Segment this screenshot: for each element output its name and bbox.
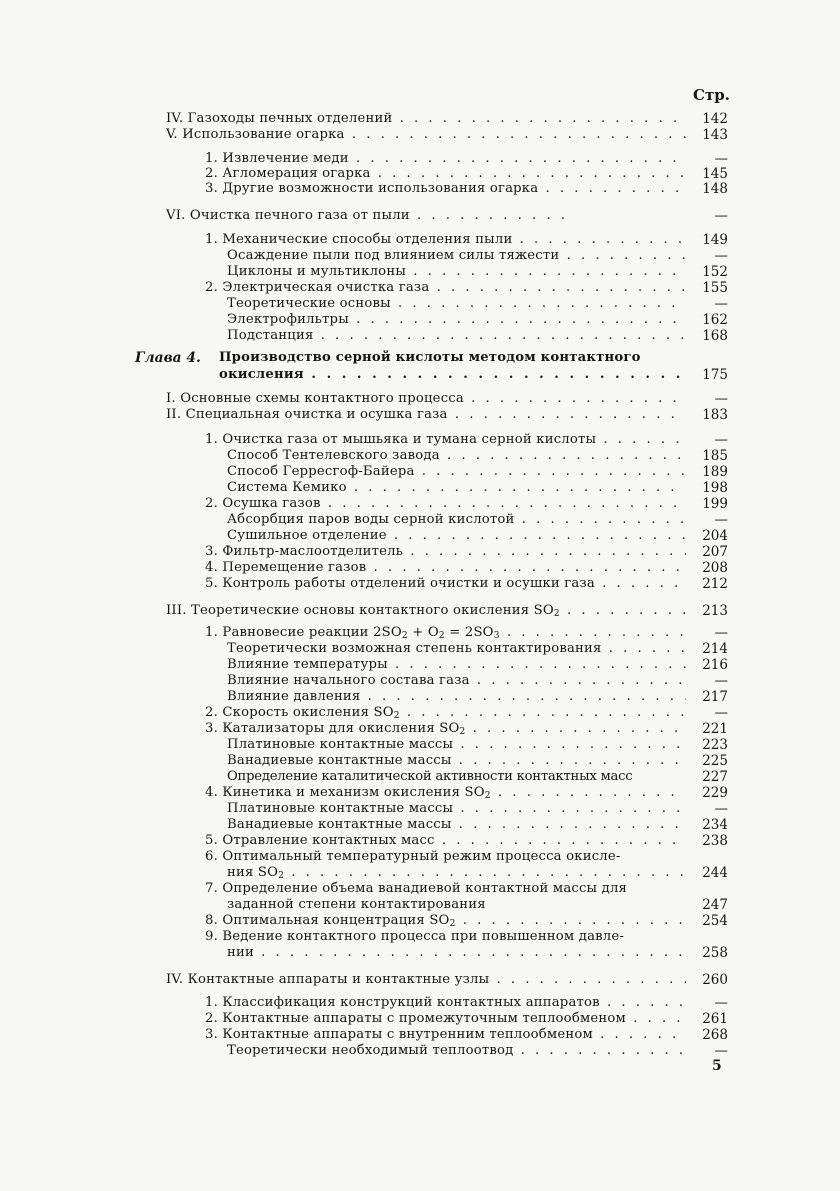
subscript: 2: [278, 871, 285, 881]
toc-page-number: 155: [702, 280, 728, 296]
toc-row: [0, 971, 840, 989]
toc-page-number: 143: [702, 127, 728, 143]
toc-entry-text: 4. Кинетика и механизм окисления SO: [205, 785, 485, 800]
page-number: 5: [712, 1058, 722, 1074]
toc-entry-text: Ванадиевые контактные массы . . .: [227, 816, 686, 834]
toc-page-number: 223: [702, 737, 728, 753]
toc-page-number: 213: [702, 603, 728, 619]
toc-page-number: 198: [702, 480, 728, 496]
toc-page-number: 204: [702, 528, 728, 544]
toc-page-number: 260: [702, 972, 728, 988]
toc-row: [0, 366, 840, 384]
toc-entry-text: Теоретически возможная степень контактирования . . .: [227, 640, 686, 658]
toc-row: [0, 180, 840, 198]
subscript: 3: [493, 631, 500, 641]
toc-page-number: 199: [702, 496, 728, 512]
toc-entry-text: Циклоны и мультиклоны . . .: [227, 263, 686, 281]
toc-page-number: —: [714, 432, 728, 448]
toc-page-number: 216: [702, 657, 728, 673]
toc-entry-text: 6. Оптимальный температурный режим процесса окисле-: [205, 849, 621, 864]
reaction-part: + O: [407, 625, 439, 640]
toc-entry-text: VI. Очистка печного газа от пыли . . .: [166, 207, 566, 225]
toc-entry-text: Теоретические основы . . .: [227, 295, 686, 313]
toc-entry-text: Влияние давления . . .: [227, 688, 686, 706]
toc-row: [0, 602, 840, 620]
toc-entry-text: Способ Герресгоф-Байера . . .: [227, 463, 686, 481]
toc-entry-text: 2. Электрическая очистка газа . . .: [205, 279, 686, 297]
toc-entry-text: 2. Скорость окисления SO: [205, 705, 394, 720]
toc-entry-text: Влияние температуры . . .: [227, 656, 686, 674]
toc-page-number: —: [714, 801, 728, 817]
toc-entry-text: 4. Перемещение газов . . .: [205, 559, 686, 577]
toc-entry-text: окисления . . .: [219, 366, 686, 384]
toc-page-number: 214: [702, 641, 728, 657]
toc-page-number: —: [714, 248, 728, 264]
toc-entry-text: Ванадиевые контактные массы . . .: [227, 752, 686, 770]
toc-page-number: 207: [702, 544, 728, 560]
toc-page-number: 229: [702, 785, 728, 801]
toc-row: [0, 406, 840, 424]
chapter-heading: [0, 349, 840, 367]
toc-page-number: —: [714, 995, 728, 1011]
toc-page-number: 183: [702, 407, 728, 423]
toc-page-number: —: [714, 208, 728, 224]
toc-row: [0, 327, 840, 345]
toc-entry-text: Влияние начального состава газа . . .: [227, 672, 686, 690]
toc-entry-text: Способ Тентелевского завода . . .: [227, 447, 686, 465]
toc-entry-text: IV. Контактные аппараты и контактные узлы . . .: [166, 971, 686, 989]
toc-page-number: 234: [702, 817, 728, 833]
toc-page-number: 189: [702, 464, 728, 480]
toc-page-number: —: [714, 673, 728, 689]
toc-entry-text: III. Теоретические основы контактного окисления SO: [166, 603, 554, 618]
toc-entry-text: II. Специальная очистка и осушка газа . . .: [166, 406, 686, 424]
toc-page-number: —: [714, 705, 728, 721]
toc-page-number: 208: [702, 560, 728, 576]
toc-entry-text: Электрофильтры . . .: [227, 311, 686, 329]
toc-page-number: 217: [702, 689, 728, 705]
subscript: 2: [459, 727, 466, 737]
toc-entry-text: 2. Контактные аппараты с промежуточным теплообменом . . .: [205, 1010, 686, 1028]
toc-page-number: 212: [702, 576, 728, 592]
reaction-part: = 2SO: [444, 625, 494, 640]
toc-page-number: 162: [702, 312, 728, 328]
toc-row: [0, 575, 840, 593]
toc-entry-text: 7. Определение объема ванадиевой контактной массы для: [205, 881, 628, 896]
chapter-label: Глава 4.: [135, 350, 201, 366]
toc-entry-text: 5. Отравление контактных масс . . .: [205, 832, 686, 850]
toc-entry-text: Теоретически необходимый теплоотвод . . .: [227, 1042, 686, 1060]
toc-entry-text: Платиновые контактные массы . . .: [227, 800, 686, 818]
toc-page-number: 149: [702, 232, 728, 248]
toc-entry-text: Производство серной кислоты методом контактного: [219, 350, 641, 365]
toc-entry-text: Сушильное отделение . . .: [227, 527, 686, 545]
toc-entry-text: Платиновые контактные массы . . .: [227, 736, 686, 754]
toc-entry-text: 3. Катализаторы для окисления SO: [205, 721, 460, 736]
subscript: 2: [401, 631, 408, 641]
toc-entry-text: 2. Осушка газов . . .: [205, 495, 686, 513]
toc-entry-text: Абсорбция паров воды серной кислотой . . .: [227, 511, 686, 529]
subscript: 2: [449, 919, 456, 929]
toc-entry-text: 1. Извлечение меди . . .: [205, 150, 686, 168]
toc-page-number: 244: [702, 865, 728, 881]
toc-row: [0, 944, 840, 962]
subscript: 2: [393, 711, 400, 721]
toc-page-number: 185: [702, 448, 728, 464]
toc-entry-text: Подстанция . . .: [227, 327, 686, 345]
toc-page-number: 152: [702, 264, 728, 280]
toc-page-number: —: [714, 625, 728, 641]
toc-page-number: 225: [702, 753, 728, 769]
toc-entry-text: I. Основные схемы контактного процесса . . .: [166, 390, 686, 408]
toc-page-number: 175: [702, 367, 728, 383]
toc-page-number: 148: [702, 181, 728, 197]
subscript: 2: [553, 609, 560, 619]
toc-entry-text: 1. Классификация конструкций контактных аппаратов . . .: [205, 994, 686, 1012]
toc-entry-text: 1. Механические способы отделения пыли . . .: [205, 231, 686, 249]
toc-entry-text: 9. Ведение контактного процесса при повышенном давле-: [205, 929, 625, 944]
toc-page-number: —: [714, 1043, 728, 1059]
toc-entry-text: 3. Контактные аппараты с внутренним теплообменом . . .: [205, 1026, 686, 1044]
page-column-header: Стр.: [693, 86, 730, 104]
toc-entry-text: Система Кемико . . .: [227, 479, 686, 497]
toc-page-number: 247: [702, 897, 728, 913]
toc-page-number: 168: [702, 328, 728, 344]
toc-page-number: 221: [702, 721, 728, 737]
toc-page-number: 261: [702, 1011, 728, 1027]
toc-page-number: 258: [702, 945, 728, 961]
toc-entry-text: Определение каталитической активности контактных масс: [227, 769, 633, 784]
toc-entry-text: 3. Фильтр-маслоотделитель . . .: [205, 543, 686, 561]
toc-row: [0, 207, 840, 225]
toc-page-number: 227: [702, 769, 728, 785]
toc-entry-text: 2. Агломерация огарка . . .: [205, 165, 686, 183]
toc-page-number: —: [714, 512, 728, 528]
toc-entry-text: 8. Оптимальная концентрация SO: [205, 913, 450, 928]
toc-page-number: 238: [702, 833, 728, 849]
subscript: 2: [438, 631, 445, 641]
subscript: 2: [484, 791, 491, 801]
toc-entry-text: 1. Равновесие реакции 2SO: [205, 625, 402, 640]
toc-page-number: 268: [702, 1027, 728, 1043]
toc-entry-text: V. Использование огарка . . .: [166, 126, 686, 144]
toc-entry-text: нии . . .: [227, 944, 686, 962]
toc-page-number: —: [714, 151, 728, 167]
toc-entry-text: 3. Другие возможности использования огарка . . .: [205, 180, 686, 198]
toc-page-number: —: [714, 391, 728, 407]
toc-entry-text: IV. Газоходы печных отделений . . .: [166, 110, 686, 128]
toc-row: [0, 126, 840, 144]
toc-page-number: —: [714, 296, 728, 312]
toc-page-number: 142: [702, 111, 728, 127]
toc-entry-text: 1. Очистка газа от мышьяка и тумана серной кислоты . . .: [205, 431, 686, 449]
toc-page-number: 254: [702, 913, 728, 929]
toc-entry-text: ния SO: [227, 865, 279, 880]
toc-page-number: 145: [702, 166, 728, 182]
toc-entry-text: заданной степени контактирования: [227, 897, 486, 912]
toc-entry-text: 5. Контроль работы отделений очистки и осушки газа . . .: [205, 575, 686, 593]
toc-entry-text: Осаждение пыли под влиянием силы тяжести . . .: [227, 247, 686, 265]
